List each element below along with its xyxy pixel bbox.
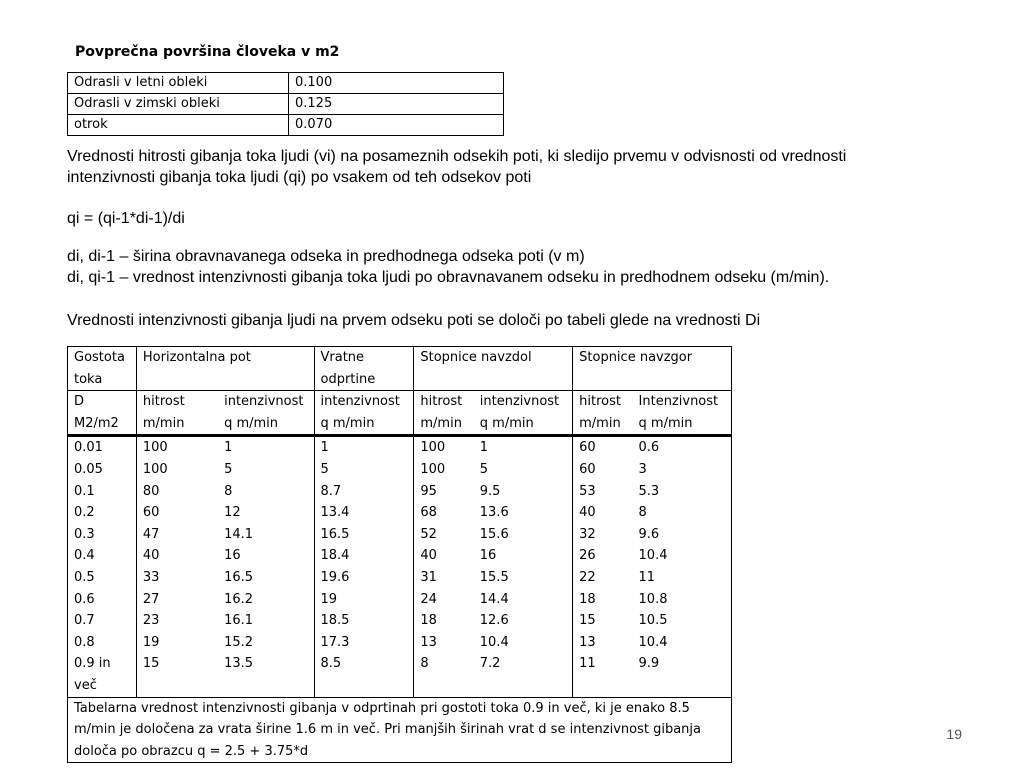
cell-down-intensity: 15.5	[479, 569, 509, 585]
cell-h-intensity: 15.2	[224, 634, 254, 650]
header-horizontal: Horizontalna pot	[136, 347, 314, 391]
cell-h-speed: 40	[136, 545, 218, 567]
cell-density: 0.01	[74, 440, 103, 456]
cell-h-intensity: 16.5	[224, 569, 254, 585]
table-row	[68, 524, 732, 546]
cell-density: 0.1	[74, 483, 95, 499]
cell-down-intensity: 7.2	[479, 656, 501, 672]
area-value: 0.100	[289, 73, 504, 94]
cell-up-intensity: 9.9	[638, 656, 660, 672]
cell-h-speed: 100	[136, 459, 218, 481]
cell-doors-intensity: 18.4	[314, 545, 414, 567]
cell-h-speed: 23	[136, 610, 218, 632]
cell-up-intensity: 11	[638, 569, 656, 585]
cell-down-speed: 40	[414, 545, 474, 567]
cell-doors-intensity: 18.5	[314, 610, 414, 632]
cell-h-speed: 80	[136, 481, 218, 503]
cell-down-intensity: 5	[479, 461, 489, 477]
cell-h-speed: 100	[136, 436, 218, 459]
intro-paragraph: Vrednosti hitrosti gibanja toka ljudi (vi) na posameznih odsekih poti, ki sledijo prvemu v odvisnosti od vrednosti intenzivnosti gibanja toka ljudi (qi) po vsakem od teh odsekov poti	[67, 148, 847, 186]
table-intro: Vrednosti intenzivnosti gibanja ljudi na prvem odseku poti se določi po tabeli glede na vrednosti Di	[67, 312, 761, 329]
cell-h-intensity: 16.1	[224, 613, 254, 629]
cell-up-speed: 15	[573, 610, 633, 632]
cell-up-intensity: 8	[638, 505, 647, 521]
table-row	[68, 545, 732, 567]
cell-doors-intensity: 8.5	[314, 653, 414, 697]
cell-down-speed: 8	[414, 653, 474, 697]
formula: qi = (qi-1*di-1)/di	[67, 210, 185, 227]
table-row	[68, 589, 732, 611]
cell-up-speed: 22	[573, 567, 633, 589]
flow-table-body	[68, 436, 732, 697]
cell-h-intensity: 14.1	[224, 526, 254, 542]
cell-down-intensity: 15.6	[479, 526, 509, 542]
header-stairs-up: Stopnice navzgor	[573, 347, 732, 391]
cell-down-speed: 24	[414, 589, 474, 611]
subheader-up-speed: hitrost m/min	[573, 391, 633, 436]
cell-h-intensity: 12	[224, 505, 241, 521]
cell-density: 0.05	[74, 461, 103, 477]
cell-down-intensity: 10.4	[479, 634, 509, 650]
cell-h-intensity: 16	[224, 548, 241, 564]
cell-up-speed: 60	[573, 459, 633, 481]
cell-density: 0.9 in več	[74, 656, 111, 693]
cell-down-speed: 13	[414, 632, 474, 654]
cell-up-speed: 60	[573, 436, 633, 459]
cell-doors-intensity: 1	[314, 436, 414, 459]
cell-h-speed: 19	[136, 632, 218, 654]
area-label: Odrasli v zimski obleki	[68, 94, 289, 115]
subheader-h-speed: hitrost m/min	[136, 391, 218, 436]
cell-up-intensity: 3	[638, 461, 647, 477]
table-row	[68, 94, 504, 115]
table-row	[68, 459, 732, 481]
cell-density: 0.8	[74, 634, 95, 650]
cell-doors-intensity: 19.6	[314, 567, 414, 589]
table-row	[68, 632, 732, 654]
table-row	[68, 653, 732, 697]
table-row	[68, 610, 732, 632]
cell-down-intensity: 1	[479, 440, 489, 456]
subheader-doors-intensity: intenzivnost q m/min	[314, 391, 414, 436]
cell-h-intensity: 8	[224, 483, 233, 499]
cell-up-intensity: 9.6	[638, 526, 660, 542]
cell-doors-intensity: 17.3	[314, 632, 414, 654]
table-header-row	[68, 347, 732, 391]
cell-h-intensity: 1	[224, 440, 233, 456]
cell-up-intensity: 10.4	[638, 548, 668, 564]
definition-width: di, di-1 – širina obravnavanega odseka in predhodnega odseka poti (v m)	[67, 248, 585, 265]
cell-down-speed: 100	[414, 459, 474, 481]
page-title: Povprečna površina človeka v m2	[75, 44, 340, 60]
subheader-density: D M2/m2	[68, 391, 137, 436]
cell-up-intensity: 10.5	[638, 613, 668, 629]
table-row	[68, 115, 504, 136]
cell-h-speed: 33	[136, 567, 218, 589]
header-stairs-down: Stopnice navzdol	[414, 347, 573, 391]
table-row	[68, 567, 732, 589]
cell-down-speed: 18	[414, 610, 474, 632]
subheader-down-speed: hitrost m/min	[414, 391, 474, 436]
flow-table	[67, 346, 732, 763]
cell-up-speed: 53	[573, 481, 633, 503]
cell-density: 0.2	[74, 505, 95, 521]
area-table	[67, 72, 504, 136]
area-label: Odrasli v letni obleki	[68, 73, 289, 94]
cell-doors-intensity: 16.5	[314, 524, 414, 546]
cell-down-intensity: 14.4	[479, 591, 509, 607]
cell-down-speed: 100	[414, 436, 474, 459]
cell-h-intensity: 16.2	[224, 591, 254, 607]
table-note: Tabelarna vrednost intenzivnosti gibanja v odprtinah pri gostoti toka 0.9 in več, ki je enako 8.5 m/min je določena za vrata širine 1.6 m in več. Pri manjših širinah vrat d se intenzivnost gibanja določa po obrazcu q = 2.5 + 3.75*d	[68, 697, 732, 763]
subheader-up-intensity: Intenzivnost q m/min	[633, 391, 732, 436]
area-value: 0.070	[289, 115, 504, 136]
page-number: 19	[946, 726, 962, 742]
cell-down-intensity: 12.6	[479, 613, 509, 629]
cell-density: 0.4	[74, 548, 95, 564]
cell-doors-intensity: 13.4	[314, 502, 414, 524]
cell-density: 0.7	[74, 613, 95, 629]
cell-down-intensity: 13.6	[479, 505, 509, 521]
subheader-h-intensity: intenzivnost q m/min	[218, 391, 314, 436]
cell-up-speed: 18	[573, 589, 633, 611]
cell-up-speed: 11	[573, 653, 633, 697]
cell-up-speed: 26	[573, 545, 633, 567]
cell-down-speed: 68	[414, 502, 474, 524]
table-row	[68, 73, 504, 94]
header-density: Gostota toka	[68, 347, 137, 391]
cell-doors-intensity: 19	[314, 589, 414, 611]
cell-h-speed: 60	[136, 502, 218, 524]
cell-doors-intensity: 5	[314, 459, 414, 481]
table-row	[68, 481, 732, 503]
header-doors: Vratne odprtine	[314, 347, 414, 391]
cell-up-intensity: 10.8	[638, 591, 668, 607]
area-label: otrok	[68, 115, 289, 136]
table-row	[68, 436, 732, 459]
cell-up-speed: 32	[573, 524, 633, 546]
cell-h-speed: 27	[136, 589, 218, 611]
cell-h-intensity: 5	[224, 461, 233, 477]
cell-down-speed: 95	[414, 481, 474, 503]
cell-h-intensity: 13.5	[224, 656, 254, 672]
cell-h-speed: 47	[136, 524, 218, 546]
cell-doors-intensity: 8.7	[314, 481, 414, 503]
cell-up-speed: 40	[573, 502, 633, 524]
cell-down-speed: 52	[414, 524, 474, 546]
cell-down-speed: 31	[414, 567, 474, 589]
cell-h-speed: 15	[136, 653, 218, 697]
cell-up-speed: 13	[573, 632, 633, 654]
area-value: 0.125	[289, 94, 504, 115]
cell-density: 0.3	[74, 526, 95, 542]
definition-intensity: di, qi-1 – vrednost intenzivnosti gibanja toka ljudi po obravnavanem odseku in predhodnem odseku (m/min).	[67, 269, 830, 286]
cell-up-intensity: 0.6	[638, 440, 660, 456]
cell-down-intensity: 9.5	[479, 483, 501, 499]
cell-down-intensity: 16	[479, 548, 497, 564]
subheader-down-intensity: intenzivnost q m/min	[474, 391, 573, 436]
cell-up-intensity: 5.3	[638, 483, 660, 499]
cell-up-intensity: 10.4	[638, 634, 668, 650]
table-subheader-row	[68, 391, 732, 436]
cell-density: 0.5	[74, 569, 95, 585]
cell-density: 0.6	[74, 591, 95, 607]
table-note-row	[68, 697, 732, 763]
table-row	[68, 502, 732, 524]
